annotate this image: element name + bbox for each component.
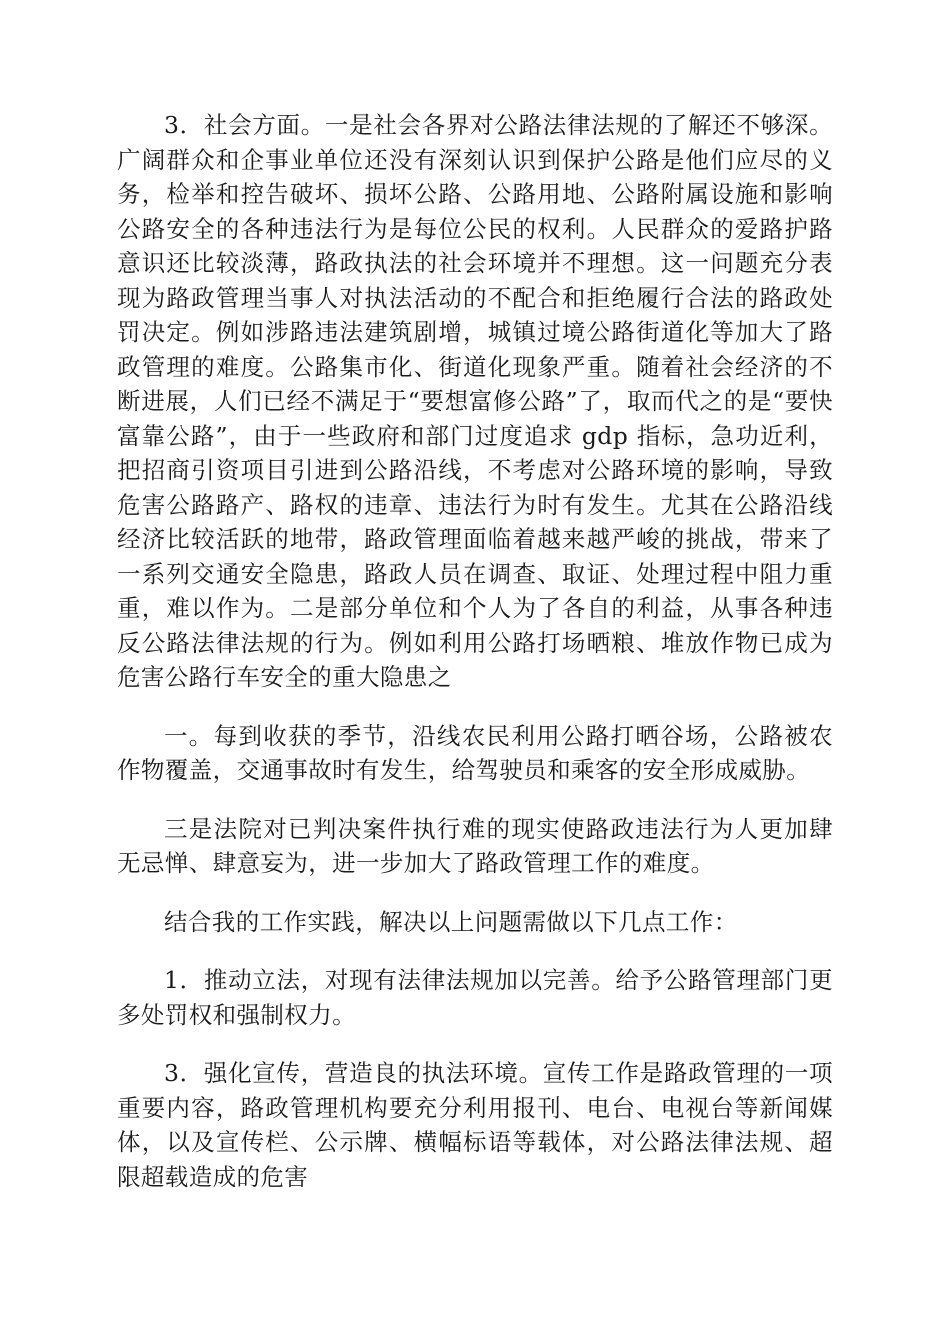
document-body (117, 108, 833, 1218)
paragraph-social-aspect: 3．社会方面。一是社会各界对公路法律法规的了解还不够深。广阔群众和企事业单位还没有深刻认识到保护公路是他们应尽的义务，检举和控告破坏、损坏公路、公路用地、公路附属设施和影响公路安全的各种违法行为是每位公民的权利。人民群众的爱路护路意识还比较淡薄，路政执法的社会环境并不理想。这一问题充分表现为路政管理当事人对执法活动的不配合和拒绝履行合法的路政处罚决定。例如涉路违法建筑剧增，城镇过境公路街道化等加大了路政管理的难度。公路集市化、街道化现象严重。随着社会经济的不断进展，人们已经不满足于“要想富修公路”了，取而代之的是“要快富靠公路”，由于一些政府和部门过度追求 gdp 指标，急功近利，把招商引资项目引进到公路沿线，不考虑对公路环境的影响，导致危害公路路产、路权的违章、违法行为时有发生。尤其在公路沿线经济比较活跃的地带，路政管理面临着越来越严峻的挑战，带来了一系列交通安全隐患，路政人员在调查、取证、处理过程中阻力重重，难以作为。二是部分单位和个人为了各自的利益，从事各种违反公路法律法规的行为。例如利用公路打场晒粮、堆放作物已成为危害公路行车安全的重大隐患之 (117, 111, 833, 691)
paragraph-publicity: 3．强化宣传，营造良的执法环境。宣传工作是路政管理的一项重要内容，路政管理机构要充分利用报刊、电台、电视台等新闻媒体，以及宣传栏、公示牌、横幅标语等载体，对公路法律法规、超限超载造成的危害 (117, 1059, 833, 1191)
paragraph-legislation: 1．推动立法，对现有法律法规加以完善。给予公路管理部门更多处罚权和强制权力。 (117, 966, 833, 1029)
paragraph-work-intro: 结合我的工作实践，解决以上问题需做以下几点工作： (164, 907, 738, 936)
paragraph-court-enforcement: 三是法院对已判决案件执行难的现实使路政违法行为人更加肆无忌惮、肆意妄为，进一步加大了路政管理工作的难度。 (117, 814, 833, 877)
paragraph-harvest-season: 一。每到收获的季节，沿线农民利用公路打晒谷场，公路被农作物覆盖，交通事故时有发生，给驾驶员和乘客的安全形成威胁。 (117, 721, 833, 784)
